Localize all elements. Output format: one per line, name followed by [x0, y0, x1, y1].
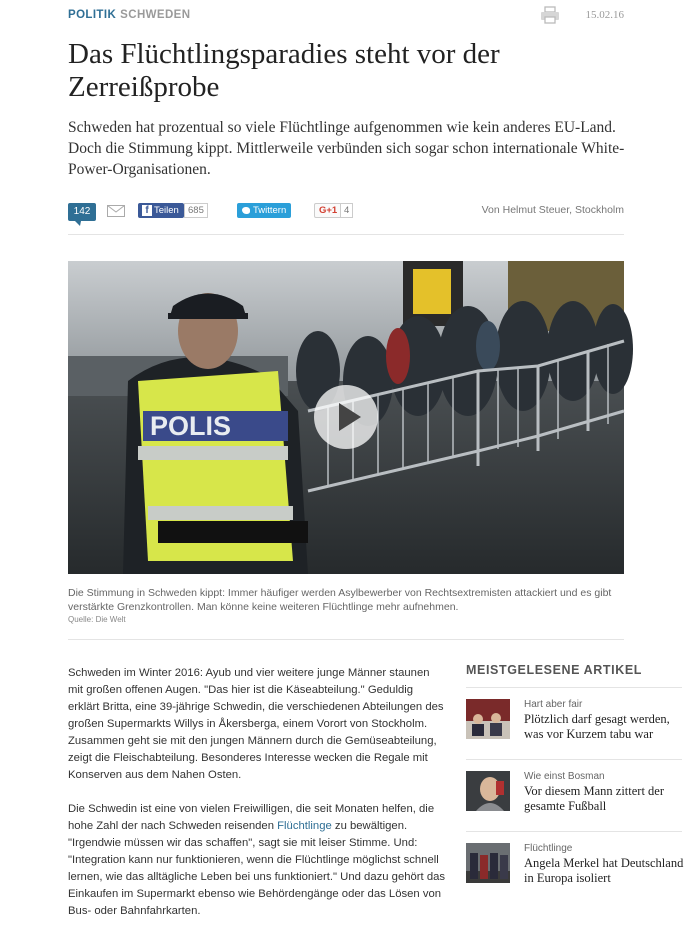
thumbnail-image — [466, 843, 510, 883]
divider — [68, 639, 624, 640]
google-plus-button[interactable]: G+1 — [314, 203, 342, 218]
breadcrumb — [68, 9, 190, 21]
mail-icon[interactable] — [107, 205, 125, 217]
social-bar — [68, 201, 624, 235]
facebook-share-button[interactable] — [138, 203, 184, 218]
item-title[interactable]: Vor diesem Mann zittert der gesamte Fußball — [524, 784, 665, 813]
play-button[interactable] — [314, 385, 378, 449]
item-title[interactable]: Plötzlich darf gesagt werden, was vor Kurzem tabu war — [524, 712, 670, 741]
body-text: zu bewältigen. "Irgendwie müssen wir das schaffen", sagt sie mit leiser Stimme. Und: "Integration kann nur funktionieren, wenn die Flüchtlinge möglichst schnell lernen, wie das alltägliche Leben bei uns funktioniert." Und dazu gehört das Einkaufen im Supermarkt ebenso wie Behördengänge oder das Lösen von Bus- oder Bahnfahrkarten. — [68, 820, 446, 917]
publish-date: 15.02.16 — [585, 9, 624, 21]
item-title[interactable]: Angela Merkel hat Deutschland in Europa isoliert — [524, 856, 684, 885]
item-kicker: Wie einst Bosman — [524, 771, 605, 782]
thumbnail-image — [466, 699, 510, 739]
item-kicker: Flüchtlinge — [524, 843, 573, 854]
sidebar-heading: MEISTGELESENE ARTIKEL — [466, 663, 682, 688]
comments-button[interactable] — [68, 203, 96, 221]
body-paragraph — [68, 801, 446, 920]
article-body — [68, 665, 446, 937]
breadcrumb-subsection[interactable]: SCHWEDEN — [120, 9, 191, 21]
twitter-bird-icon — [242, 207, 250, 214]
article-title: Das Flüchtlingsparadies steht vor der Zerreißprobe — [68, 38, 500, 103]
divider — [466, 759, 682, 760]
facebook-share-label: Teilen — [154, 205, 179, 216]
article-video[interactable] — [68, 261, 624, 574]
body-paragraph: Schweden im Winter 2016: Ayub und vier weitere junge Männer staunen mit großen offenen Augen. "Das hier ist die Käseabteilung." Geduldig erklärt Britta, eine 39-jährige Schwedin, die verschiedenen Abteilungen des großen Supermarkts Willys in Åkersberga, einem Vorort von Stockholm. Zusammen geht sie mit den jungen Männern durch die Gemüseabteilung, zeigt die Fleischabteilung. Besonderes Interesse wecken die Regale mit Konserven aus dem Nahen Osten. — [68, 667, 444, 781]
divider — [466, 831, 682, 832]
top-bar — [0, 0, 682, 34]
facebook-icon: f — [142, 205, 152, 216]
print-icon[interactable] — [540, 6, 560, 24]
most-read-sidebar — [466, 663, 684, 885]
body-text: Die Schwedin ist eine von vielen Freiwilligen, die seit Monaten helfen, die hohe Zahl der nach Schweden reisenden — [68, 803, 435, 832]
fluechtlinge-link[interactable]: Flüchtlinge — [277, 820, 332, 832]
author-byline: Von Helmut Steuer, Stockholm — [481, 204, 624, 216]
vest-text: POLIS — [150, 411, 232, 441]
breadcrumb-section[interactable]: POLITIK — [68, 9, 117, 21]
twitter-share-button[interactable] — [237, 203, 291, 218]
google-plus-count: 4 — [340, 203, 353, 218]
item-kicker: Hart aber fair — [524, 699, 583, 710]
facebook-share-count: 685 — [184, 203, 208, 218]
article-lead: Schweden hat prozentual so viele Flüchtlinge aufgenommen wie kein anderes EU-Land. Doch die Stimmung kippt. Mittlerweile verbünden sich sogar schon internationale White-Power-Organisationen. — [68, 119, 625, 178]
image-caption: Die Stimmung in Schweden kippt: Immer häufiger werden Asylbewerber von Rechtsextremisten attackiert und es gibt verstärkte Grenzkontrollen. Man könne keine weiteren Flüchtlinge mehr aufnehmen. — [68, 587, 612, 613]
most-read-item[interactable] — [466, 843, 682, 913]
image-source: Quelle: Die Welt — [68, 615, 126, 624]
thumbnail-image — [466, 771, 510, 811]
twitter-share-label: Twittern — [253, 205, 287, 216]
comments-count: 142 — [73, 206, 91, 217]
